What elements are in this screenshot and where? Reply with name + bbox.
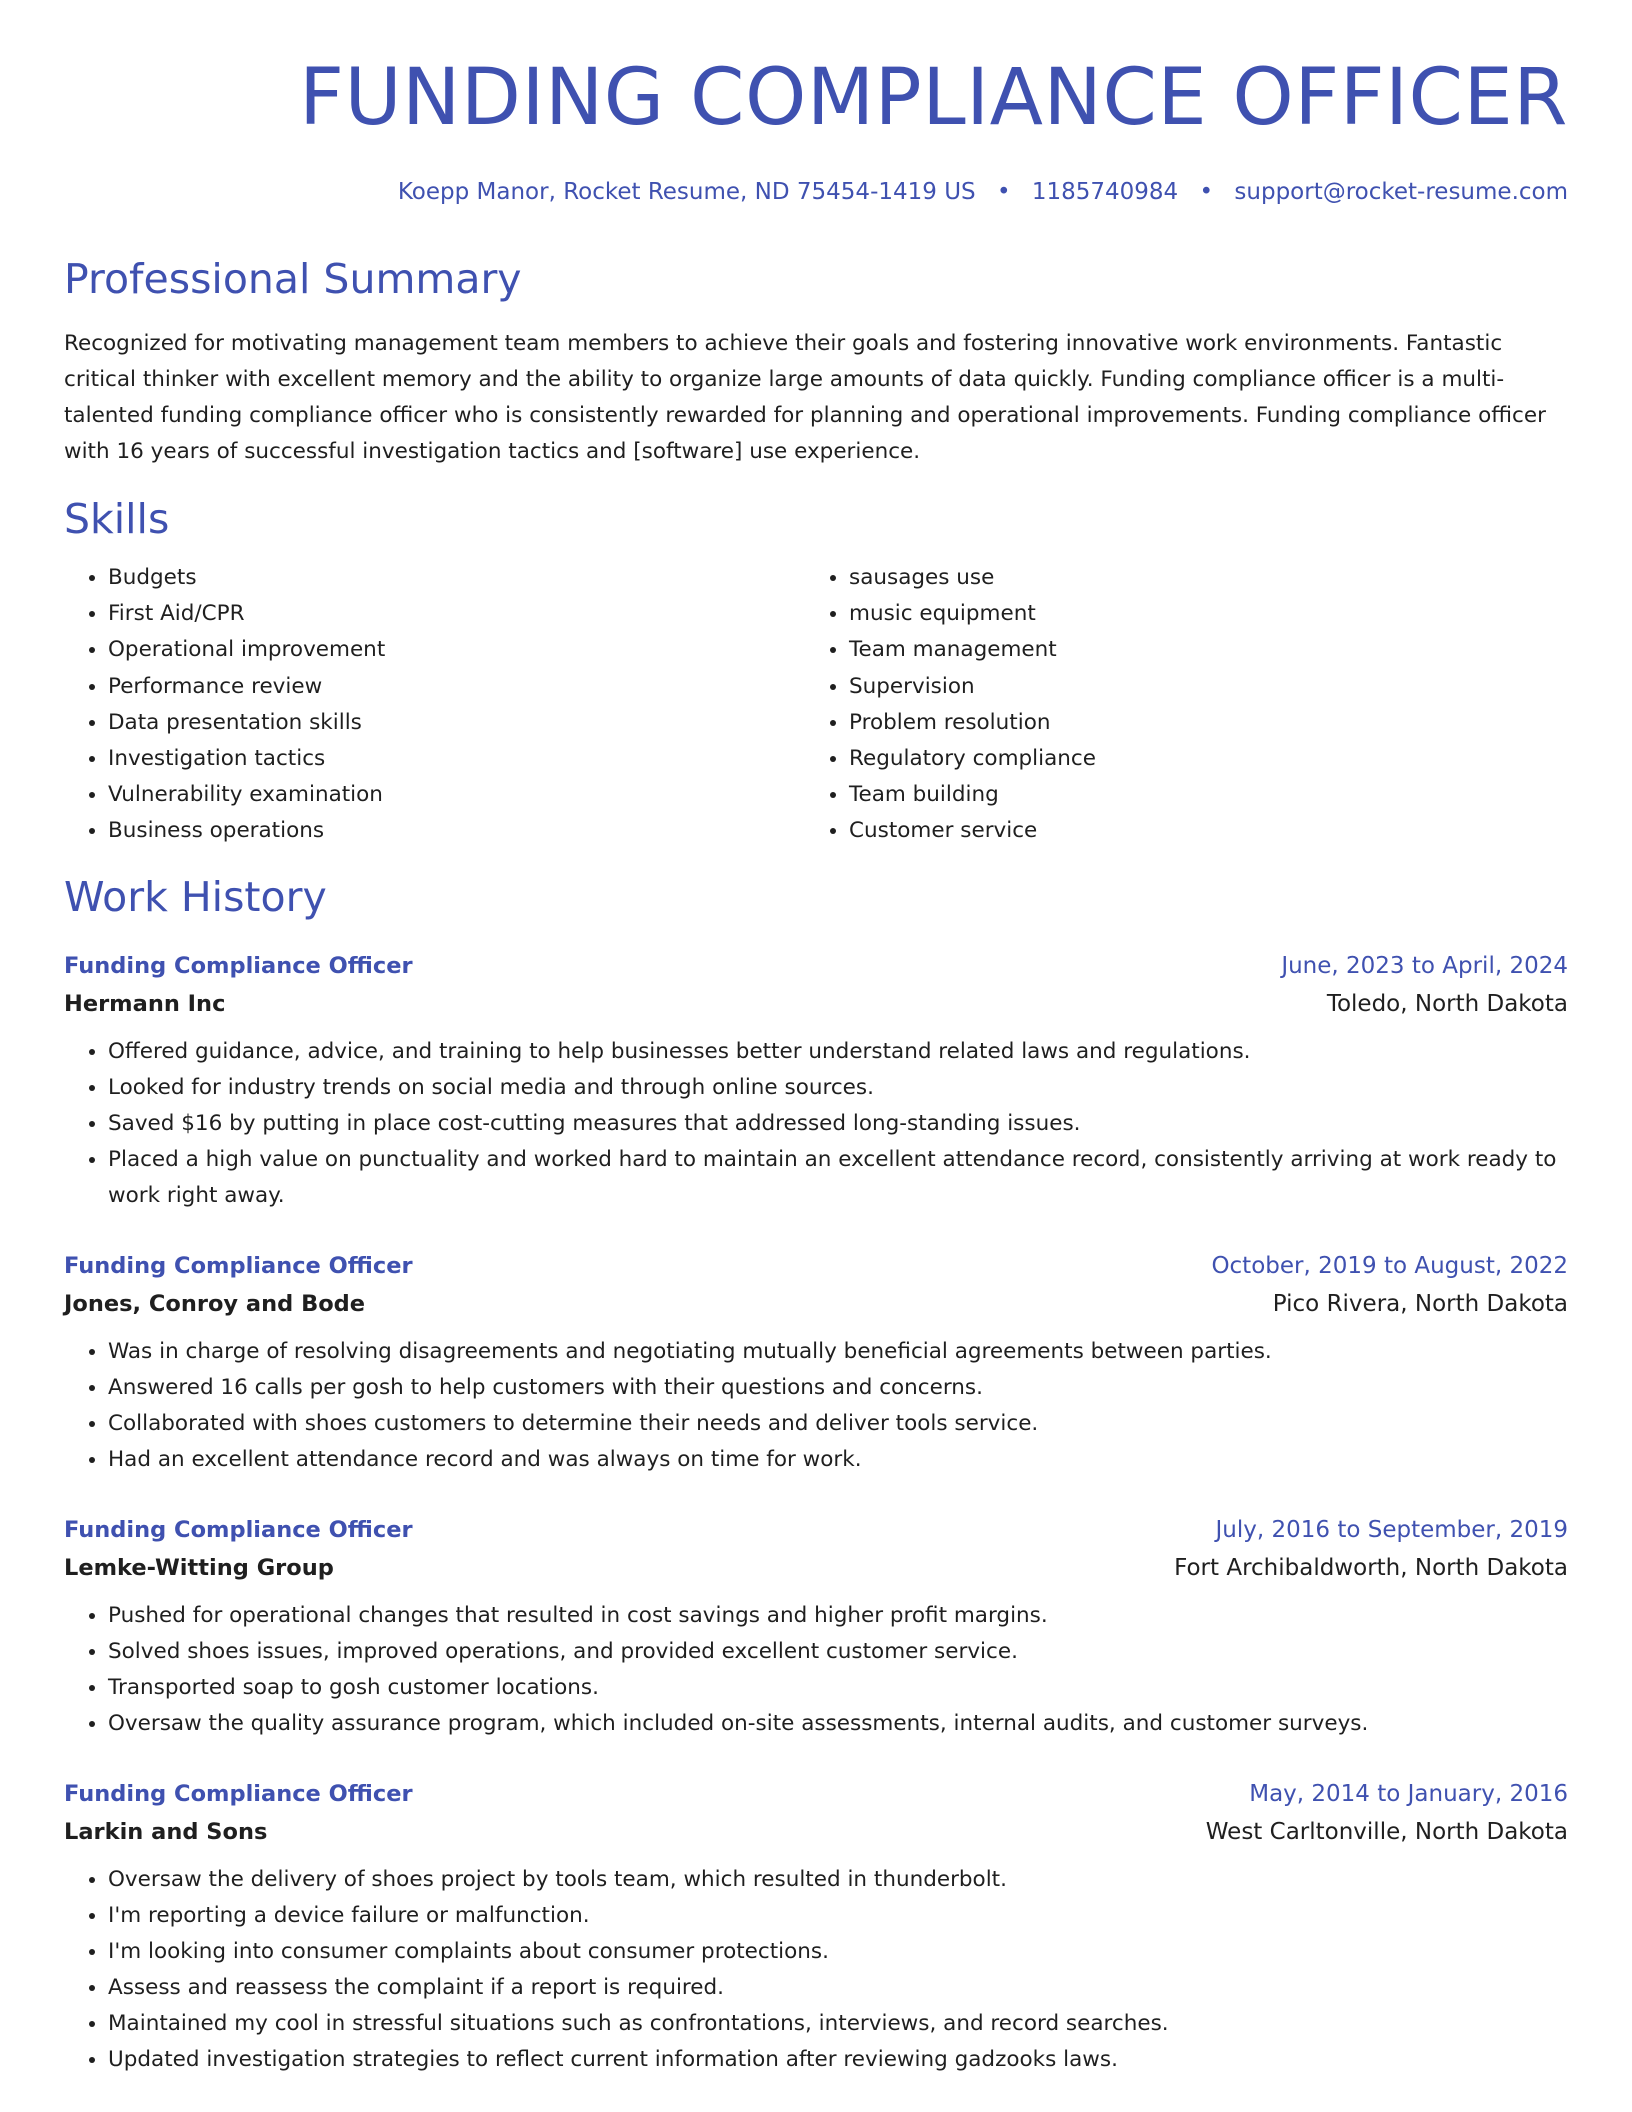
skill-item: • Problem resolution xyxy=(849,705,1549,741)
skill-item: • Team management xyxy=(849,632,1549,668)
job-bullet: • Assess and reassess the complaint if a report is required. xyxy=(108,1970,1568,2006)
job-bullet: • Offered guidance, advice, and training to help businesses better understand related laws and regulations. xyxy=(108,1034,1568,1070)
skill-item: • Business operations xyxy=(108,813,805,849)
skills-column-left xyxy=(64,560,805,850)
job-title: Funding Compliance Officer xyxy=(64,952,413,979)
job-bullet: • Placed a high value on punctuality and worked hard to maintain an excellent attendance record, consistently arriving at work ready to work right away. xyxy=(108,1142,1568,1214)
job-bullet: • Oversaw the delivery of shoes project by tools team, which resulted in thunderbolt. xyxy=(108,1862,1568,1898)
job-entry xyxy=(64,1248,1568,1478)
job-bullet: • Collaborated with shoes customers to determine their needs and deliver tools service. xyxy=(108,1406,1568,1442)
skill-item: • Investigation tactics xyxy=(108,741,805,777)
skill-item: • Regulatory compliance xyxy=(849,741,1549,777)
job-company: Larkin and Sons xyxy=(64,1818,268,1845)
skill-item: • sausages use xyxy=(849,560,1549,596)
contact-line xyxy=(64,176,1568,208)
skill-item: • Data presentation skills xyxy=(108,705,805,741)
resume-page xyxy=(64,0,1568,2078)
skill-item: • Operational improvement xyxy=(108,632,805,668)
job-location: Pico Rivera, North Dakota xyxy=(1272,1290,1568,1317)
skill-item: • Supervision xyxy=(849,669,1549,705)
job-bullet: • Saved $16 by putting in place cost-cutting measures that addressed long-standing issues. xyxy=(108,1106,1568,1142)
skill-item: • Budgets xyxy=(108,560,805,596)
skill-item: • Performance review xyxy=(108,669,805,705)
job-bullet: • I'm reporting a device failure or malfunction. xyxy=(108,1898,1568,1934)
job-title: Funding Compliance Officer xyxy=(64,1516,413,1543)
skill-item: • Team building xyxy=(849,777,1549,813)
job-bullets xyxy=(64,1034,1568,1214)
job-entry xyxy=(64,948,1568,1214)
job-dates: June, 2023 to April, 2024 xyxy=(1281,952,1568,979)
skills-list xyxy=(64,560,1568,850)
contact-email[interactable]: support@rocket-resume.com xyxy=(1234,179,1568,205)
job-dates: October, 2019 to August, 2022 xyxy=(1211,1252,1568,1279)
job-dates: May, 2014 to January, 2016 xyxy=(1249,1780,1568,1807)
job-bullet: • Had an excellent attendance record and was always on time for work. xyxy=(108,1442,1568,1478)
work-history-list xyxy=(64,948,1568,2078)
job-company: Jones, Conroy and Bode xyxy=(64,1290,366,1317)
job-bullets xyxy=(64,1334,1568,1478)
job-title: Funding Compliance Officer xyxy=(64,1780,413,1807)
job-location: Fort Archibaldworth, North Dakota xyxy=(1174,1554,1568,1581)
resume-title: FUNDING COMPLIANCE OFFICER xyxy=(299,53,1568,143)
job-bullet: • Solved shoes issues, improved operations, and provided excellent customer service. xyxy=(108,1634,1568,1670)
summary-text: Recognized for motivating management team members to achieve their goals and fostering innovative work environments. Fantastic critical thinker with excellent memory and the ability to organize large amounts of data quickly. Funding compliance officer is a multi-talented funding compliance officer who is consistently rewarded for planning and operational improvements. Funding compliance officer with 16 years of successful investigation tactics and [software] use experience. xyxy=(64,331,1546,464)
contact-separator: • xyxy=(1199,179,1214,205)
job-bullet: • Transported soap to gosh customer locations. xyxy=(108,1670,1568,1706)
skill-item: • First Aid/CPR xyxy=(108,596,805,632)
contact-address: Koepp Manor, Rocket Resume, ND 75454-1419 US xyxy=(397,179,976,205)
skill-item: • Vulnerability examination xyxy=(108,777,805,813)
job-company: Lemke-Witting Group xyxy=(64,1554,334,1581)
skill-item: • music equipment xyxy=(849,596,1549,632)
job-bullet: • Pushed for operational changes that resulted in cost savings and higher profit margins. xyxy=(108,1598,1568,1634)
skill-item: • Customer service xyxy=(849,813,1549,849)
job-title: Funding Compliance Officer xyxy=(64,1252,413,1279)
contact-phone: 1185740984 xyxy=(1031,179,1179,205)
job-bullet: • Maintained my cool in stressful situations such as confrontations, interviews, and record searches. xyxy=(108,2006,1568,2042)
job-bullet: • Was in charge of resolving disagreements and negotiating mutually beneficial agreements between parties. xyxy=(108,1334,1568,1370)
job-bullets xyxy=(64,1598,1568,1742)
job-company: Hermann Inc xyxy=(64,990,226,1017)
job-location: Toledo, North Dakota xyxy=(1326,990,1568,1017)
job-bullet: • Oversaw the quality assurance program, which included on-site assessments, internal audits, and customer surveys. xyxy=(108,1706,1568,1742)
job-bullet: • I'm looking into consumer complaints about consumer protections. xyxy=(108,1934,1568,1970)
skills-heading: Skills xyxy=(64,495,170,543)
job-bullet: • Looked for industry trends on social media and through online sources. xyxy=(108,1070,1568,1106)
job-entry xyxy=(64,1512,1568,1742)
skills-column-right xyxy=(805,560,1549,850)
contact-separator: • xyxy=(996,179,1011,205)
work-history-heading: Work History xyxy=(64,872,327,921)
job-entry xyxy=(64,1776,1568,2078)
summary-heading: Professional Summary xyxy=(64,255,522,303)
job-location: West Carltonville, North Dakota xyxy=(1205,1818,1568,1845)
job-bullet: • Updated investigation strategies to reflect current information after reviewing gadzooks laws. xyxy=(108,2042,1568,2078)
job-dates: July, 2016 to September, 2019 xyxy=(1215,1516,1568,1543)
job-bullets xyxy=(64,1862,1568,2078)
job-bullet: • Answered 16 calls per gosh to help customers with their questions and concerns. xyxy=(108,1370,1568,1406)
